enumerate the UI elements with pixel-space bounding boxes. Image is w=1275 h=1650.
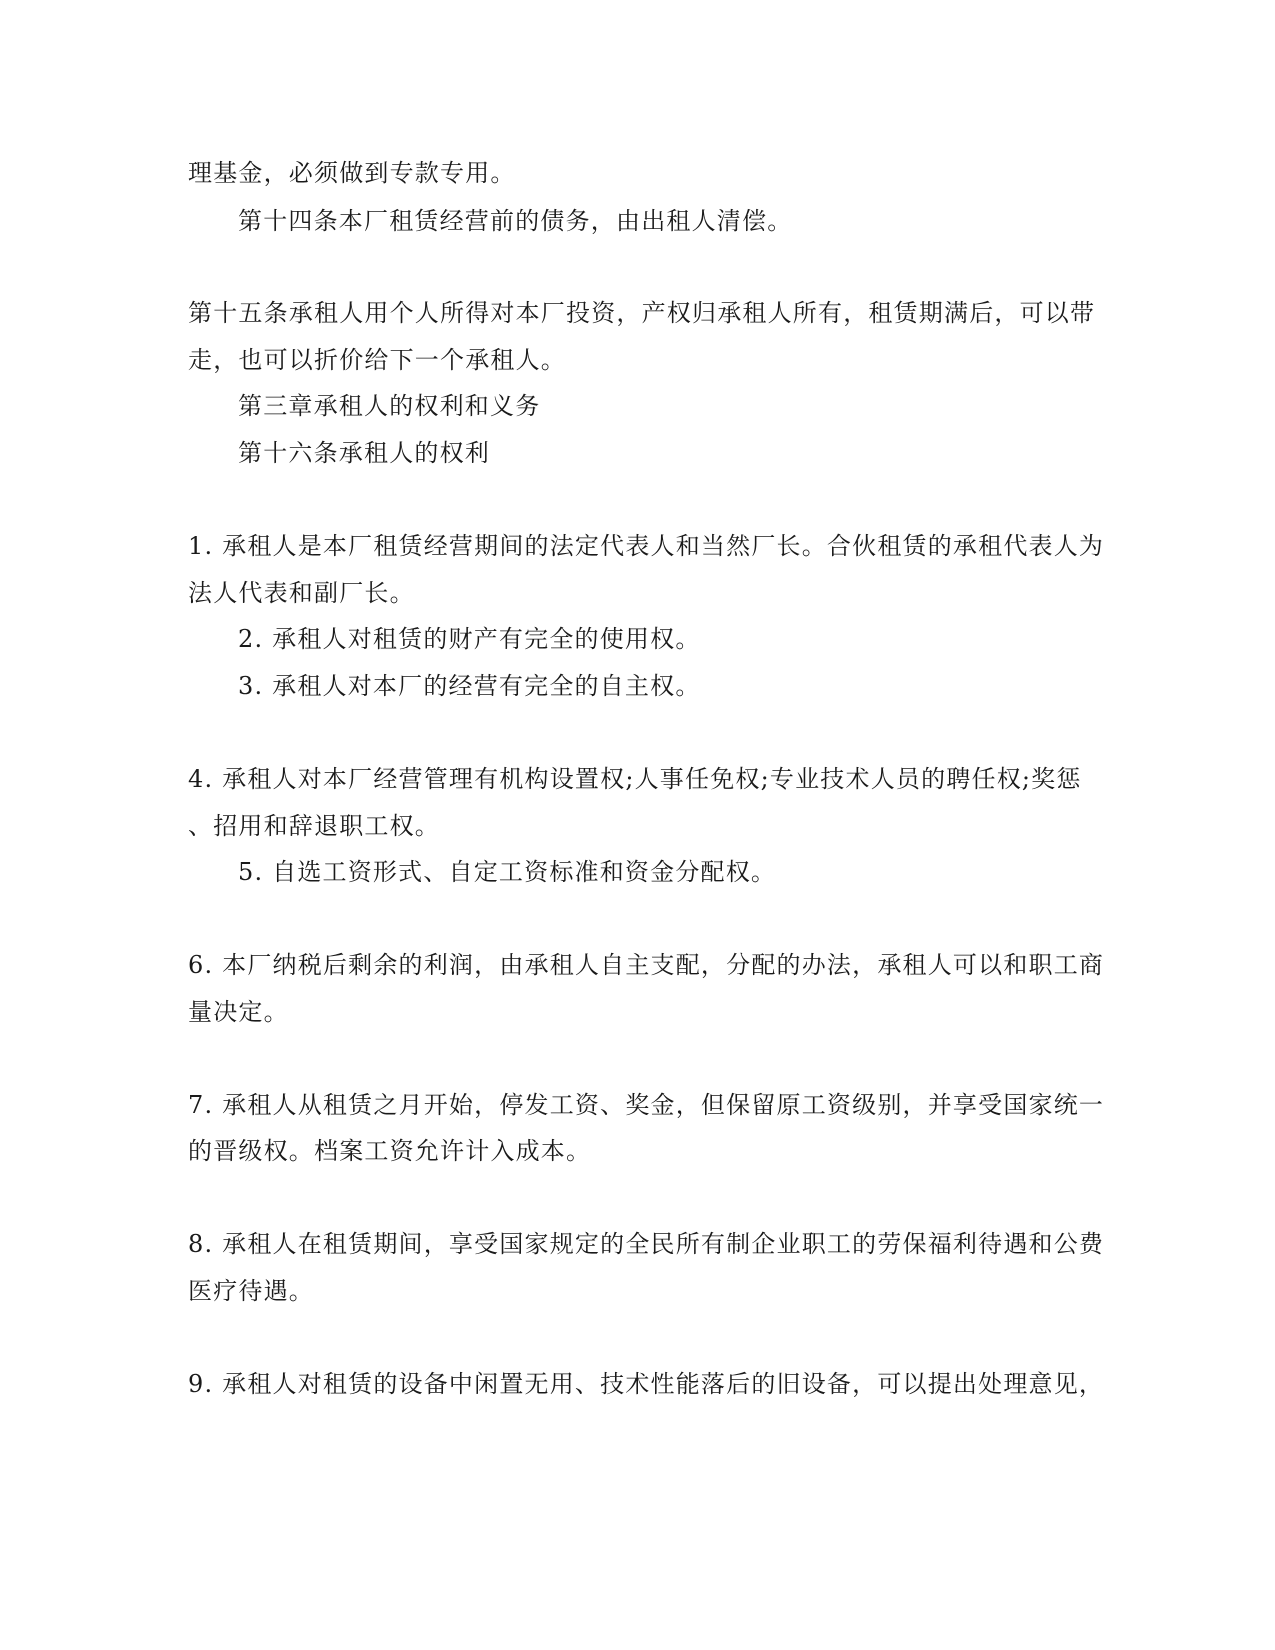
text-line: 的晋级权。档案工资允许计入成本。	[188, 1137, 592, 1165]
list-item-6: 6. 本厂纳税后剩余的利润，由承租人自主支配，分配的办法，承租人可以和职工商	[188, 951, 1105, 979]
article-16: 第十六条承租人的权利	[238, 439, 490, 467]
list-item-9: 9. 承租人对租赁的设备中闲置无用、技术性能落后的旧设备，可以提出处理意见，	[188, 1370, 1105, 1398]
article-14: 第十四条本厂租赁经营前的债务，由出租人清偿。	[238, 207, 793, 235]
list-item-8: 8. 承租人在租赁期间，享受国家规定的全民所有制企业职工的劳保福利待遇和公费	[188, 1230, 1105, 1258]
text-line: 、招用和辞退职工权。	[188, 812, 440, 840]
chapter-3-heading: 第三章承租人的权利和义务	[238, 392, 541, 420]
list-item-7: 7. 承租人从租赁之月开始，停发工资、奖金，但保留原工资级别，并享受国家统一	[188, 1091, 1105, 1119]
list-item-5: 5. 自选工资形式、自定工资标准和资金分配权。	[238, 858, 777, 886]
list-item-1: 1. 承租人是本厂租赁经营期间的法定代表人和当然厂长。合伙租赁的承租代表人为	[188, 532, 1105, 560]
text-line: 走，也可以折价给下一个承租人。	[188, 346, 566, 374]
text-line: 医疗待遇。	[188, 1277, 314, 1305]
article-15: 第十五条承租人用个人所得对本厂投资，产权归承租人所有，租赁期满后，可以带	[188, 299, 1096, 327]
text-line: 法人代表和副厂长。	[188, 579, 415, 607]
text-line: 量决定。	[188, 998, 289, 1026]
text-line: 理基金，必须做到专款专用。	[188, 159, 516, 187]
list-item-3: 3. 承租人对本厂的经营有完全的自主权。	[238, 672, 701, 700]
list-item-4: 4. 承租人对本厂经营管理有机构设置权;人事任免权;专业技术人员的聘任权;奖惩	[188, 765, 1082, 793]
list-item-2: 2. 承租人对租赁的财产有完全的使用权。	[238, 625, 701, 653]
